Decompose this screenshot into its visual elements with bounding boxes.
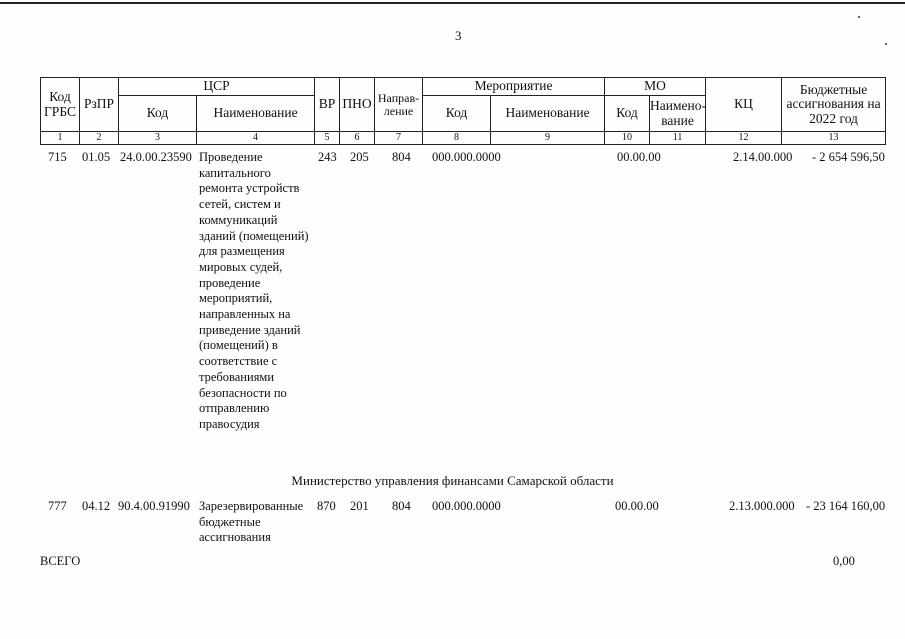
cell-csr-name: Проведение капитального ремонта устройств сетей, систем и коммуникаций зданий (помещений) для размещения мировых судей, проведение мероприятий, направленных на приведение зданий (помещений) в соответствие с требованиями безопасности по отправлению правосудия [199, 150, 309, 431]
header-pno: ПНО [340, 78, 375, 132]
header-csr: ЦСР [119, 78, 315, 96]
header-meropriyatie: Мероприятие [423, 78, 605, 96]
header-csr-kod: Код [119, 96, 197, 132]
cell-mer-code: 000.000.0000 [432, 499, 501, 513]
top-border-line [0, 2, 905, 4]
cell-mo-code: 00.00.00 [617, 150, 661, 164]
header-rzpr: РзПР [80, 78, 119, 132]
column-number: 5 [315, 132, 340, 145]
page-number: 3 [455, 28, 462, 43]
header-vr: ВР [315, 78, 340, 132]
total-value: 0,00 [833, 554, 855, 568]
budget-table [40, 77, 886, 145]
cell-amount: - 2 654 596,50 [812, 150, 885, 164]
cell-kc: 2.14.00.000 [733, 150, 793, 164]
header-mer-kod: Код [423, 96, 491, 132]
header-budget: Бюджетные ассигнования на 2022 год [782, 78, 886, 132]
cell-csr-code: 90.4.00.91990 [118, 499, 190, 513]
cell-kc: 2.13.000.000 [729, 499, 795, 513]
column-number: 1 [41, 132, 80, 145]
cell-pno: 205 [350, 150, 369, 164]
cell-rzpr: 04.12 [82, 499, 111, 513]
cell-mer-code: 000.000.0000 [432, 150, 501, 164]
cell-napravlenie: 804 [392, 499, 411, 513]
header-csr-name: Наименование [197, 96, 315, 132]
scan-speck [858, 16, 860, 18]
cell-csr-name: Зарезервированные бюджетные ассигнования [199, 499, 304, 545]
header-kod-grbs: Код ГРБС [41, 78, 80, 132]
header-mo: МО [605, 78, 706, 96]
header-mo-kod: Код [605, 96, 650, 132]
section-title: Министерство управления финансами Самарской области [291, 473, 614, 488]
header-mo-name: Наимено- вание [650, 96, 706, 132]
column-number: 7 [375, 132, 423, 145]
cell-rzpr: 01.05 [82, 150, 111, 164]
header-kc: КЦ [706, 78, 782, 132]
column-number: 13 [782, 132, 886, 145]
column-number: 8 [423, 132, 491, 145]
cell-pno: 201 [350, 499, 369, 513]
header-napravlenie: Направ- ление [375, 78, 423, 132]
column-number: 4 [197, 132, 315, 145]
cell-napravlenie: 804 [392, 150, 411, 164]
column-number: 11 [650, 132, 706, 145]
total-label: ВСЕГО [40, 554, 81, 568]
cell-grbs: 777 [48, 499, 67, 513]
cell-grbs: 715 [48, 150, 67, 164]
cell-amount: - 23 164 160,00 [806, 499, 886, 513]
cell-vr: 870 [317, 499, 336, 513]
column-number: 2 [80, 132, 119, 145]
column-number: 3 [119, 132, 197, 145]
scan-speck [885, 43, 887, 45]
cell-vr: 243 [318, 150, 337, 164]
column-number: 9 [491, 132, 605, 145]
header-mer-name: Наименование [491, 96, 605, 132]
cell-csr-code: 24.0.00.23590 [120, 150, 192, 164]
cell-mo-code: 00.00.00 [615, 499, 659, 513]
column-number: 6 [340, 132, 375, 145]
column-number: 12 [706, 132, 782, 145]
column-number: 10 [605, 132, 650, 145]
